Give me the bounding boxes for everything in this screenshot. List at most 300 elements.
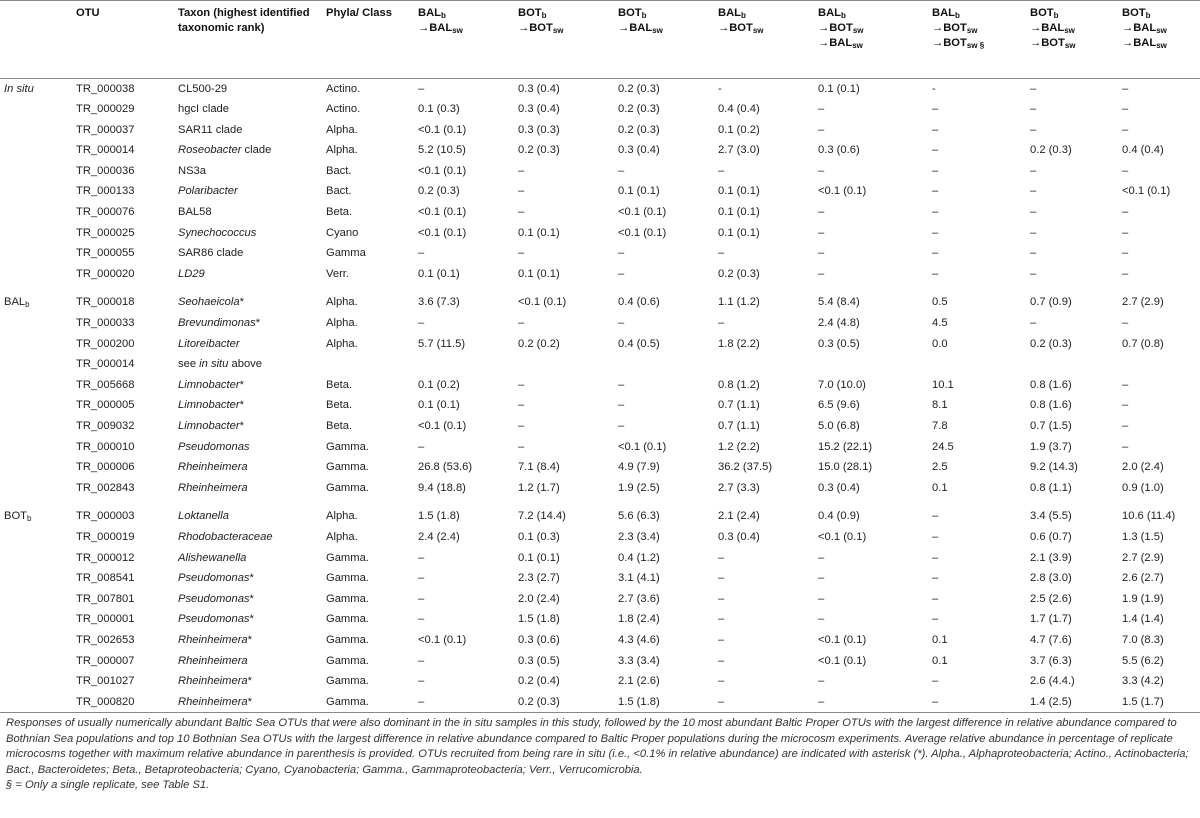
abundance-cell: 2.1 (2.6) (618, 675, 660, 688)
abundance-cell: 0.7 (0.9) (1030, 296, 1072, 309)
header-step: →BOT (518, 22, 553, 34)
abundance-cell: 7.0 (10.0) (818, 378, 866, 391)
header-step2-sub: sw § (966, 41, 985, 50)
abundance-cell: – (718, 317, 725, 330)
header-phyla: Phyla/ Class (326, 7, 392, 19)
table-row (0, 140, 1200, 161)
abundance-cell: 0.4 (0.4) (1122, 144, 1164, 157)
table-row (0, 609, 1200, 630)
taxon-name (174, 120, 322, 141)
abundance-cell: 3.6 (7.3) (418, 296, 460, 309)
abundance-cell: 4.9 (7.9) (618, 461, 660, 474)
phyla-class: Gamma (326, 247, 366, 260)
table-row (0, 416, 1200, 437)
group-label (0, 692, 72, 713)
table-row (0, 692, 1200, 713)
table-row (0, 395, 1200, 416)
abundance-cell: 0.2 (0.3) (1030, 337, 1072, 350)
abundance-cell (928, 354, 1026, 375)
abundance-cell: <0.1 (0.1) (418, 226, 467, 239)
group-label (0, 334, 72, 355)
abundance-cell: 4.7 (7.6) (1030, 633, 1072, 646)
abundance-cell: 0.3 (0.4) (518, 103, 560, 116)
taxon-name (174, 548, 322, 569)
header-step-sub: sw (552, 26, 564, 35)
table-row (0, 313, 1200, 334)
abundance-cell: 0.7 (0.8) (1122, 337, 1164, 350)
abundance-cell: – (1122, 103, 1129, 116)
group-label-text: BOT (4, 510, 27, 523)
abundance-cell: 0.2 (0.3) (618, 123, 660, 136)
group-label (0, 313, 72, 334)
abundance-cell: <0.1 (0.1) (1122, 185, 1171, 198)
header-source-sub: b (955, 11, 960, 20)
abundance-cell: – (818, 164, 825, 177)
taxon-name (174, 568, 322, 589)
header-source: BOT (618, 7, 642, 19)
header-step-sub: sw (966, 26, 978, 35)
abundance-cell: 0.3 (0.4) (718, 530, 760, 543)
abundance-cell: 2.5 (932, 461, 948, 474)
abundance-cell: 1.5 (1.8) (518, 613, 560, 626)
phyla-class: Alpha. (326, 510, 358, 523)
taxon-name (174, 609, 322, 630)
abundance-cell: 2.3 (2.7) (518, 572, 560, 585)
group-label (0, 416, 72, 437)
abundance-cell: <0.1 (0.1) (818, 654, 867, 667)
abundance-cell: <0.1 (0.1) (618, 206, 667, 219)
group-label (0, 99, 72, 120)
abundance-cell: – (932, 185, 939, 198)
abundance-cell: 0.3 (0.3) (518, 123, 560, 136)
otu-id: TR_000012 (76, 551, 135, 564)
abundance-cell: 0.2 (0.3) (618, 82, 660, 95)
taxon-text: Seohaeicola (178, 296, 240, 309)
table-row (0, 478, 1200, 499)
otu-id: TR_000003 (76, 510, 135, 523)
taxon-name (174, 692, 322, 713)
abundance-cell: – (1122, 123, 1129, 136)
abundance-cell: – (818, 592, 825, 605)
group-label (0, 478, 72, 499)
abundance-cell (1026, 354, 1118, 375)
otu-id: TR_008541 (76, 572, 135, 585)
abundance-cell: 1.2 (2.2) (718, 440, 760, 453)
abundance-cell: – (418, 551, 425, 564)
abundance-cell: 0.4 (0.5) (618, 337, 660, 350)
abundance-cell: – (1030, 123, 1037, 136)
abundance-cell: – (1122, 378, 1129, 391)
abundance-cell: 3.7 (6.3) (1030, 654, 1072, 667)
taxon-text: Rhodobacteraceae (178, 530, 273, 543)
abundance-cell: 0.3 (0.6) (518, 633, 560, 646)
abundance-cell: – (718, 633, 725, 646)
abundance-cell: 0.1 (0.1) (518, 551, 560, 564)
otu-id: TR_000820 (76, 695, 135, 708)
abundance-cell: 0.1 (0.1) (518, 267, 560, 280)
abundance-cell: – (932, 510, 939, 523)
abundance-cell: 10.1 (932, 378, 954, 391)
taxon-text: Litoreibacter (178, 337, 240, 350)
table-row (0, 506, 1200, 527)
otu-id: TR_000006 (76, 461, 135, 474)
abundance-cell: 2.4 (4.8) (818, 317, 860, 330)
abundance-cell: – (718, 572, 725, 585)
abundance-cell: 0.3 (0.6) (818, 144, 860, 157)
taxon-text: Loktanella (178, 510, 230, 523)
abundance-cell: <0.1 (0.1) (818, 530, 867, 543)
abundance-cell: – (1122, 206, 1129, 219)
abundance-cell: 7.2 (14.4) (518, 510, 566, 523)
header-group-blank (0, 0, 72, 78)
abundance-cell: – (818, 675, 825, 688)
abundance-cell: 2.0 (2.4) (1122, 461, 1164, 474)
taxon-name (174, 506, 322, 527)
abundance-cell: <0.1 (0.1) (818, 185, 867, 198)
taxon-text: Rheinheimera (178, 695, 248, 708)
table-row (0, 243, 1200, 264)
abundance-cell: 7.0 (8.3) (1122, 633, 1164, 646)
abundance-cell: – (418, 592, 425, 605)
header-step: →BOT (718, 22, 753, 34)
abundance-cell: – (518, 247, 525, 260)
group-label (0, 609, 72, 630)
abundance-cell: 1.2 (1.7) (518, 481, 560, 494)
taxon-text: Rheinheimera (178, 633, 248, 646)
abundance-cell: 0.3 (0.5) (818, 337, 860, 350)
abundance-cell: 1.4 (1.4) (1122, 613, 1164, 626)
taxon-text: Pseudomonas (178, 613, 250, 626)
abundance-cell: 5.4 (8.4) (818, 296, 860, 309)
abundance-cell: – (718, 164, 725, 177)
abundance-cell: – (1030, 267, 1037, 280)
taxon-text: Pseudomonas (178, 440, 250, 453)
taxon-name (174, 264, 322, 285)
phyla-class: Alpha. (326, 530, 358, 543)
abundance-cell: 3.3 (3.4) (618, 654, 660, 667)
header-treatment-6 (928, 0, 1026, 78)
abundance-cell: – (618, 399, 625, 412)
header-step: →BOT (818, 22, 853, 34)
footnote-main: Responses of usually numerically abundant Baltic Sea OTUs that were also dominant in the in situ samples in this study, followed by the 10 most abundant Baltic Proper OTUs with the largest difference in relative abundance compared to Bothnian Sea populations and top 10 Bothnian Sea OTUs with the largest difference in relative abundance compared to Baltic Proper populations during the microcosm experiments. Average relative abundance in percentage of replicate microcosms together with maximum relative abundance in parenthesis is provided. OTUs recruited from being rare in situ (i.e., <0.1% in relative abundance) are indicated with asterisk (*). Alpha., Alphaproteobacteria; Actino., Actinobacteria; Bact., Bacteroidetes; Beta., Betaproteobacteria; Cyano, Cyanobacteria; Gamma., Gammaproteobacteria; Verr., Verrucomicrobia. (6, 717, 1189, 776)
header-source-sub: b (1053, 11, 1059, 20)
otu-id: TR_000020 (76, 267, 135, 280)
phyla-class: Actino. (326, 82, 361, 95)
taxon-name (174, 589, 322, 610)
abundance-cell: 2.7 (3.0) (718, 144, 760, 157)
abundance-cell: – (818, 551, 825, 564)
abundance-cell: 2.1 (3.9) (1030, 551, 1072, 564)
taxon-text: Pseudomonas (178, 592, 250, 605)
abundance-cell: – (618, 378, 625, 391)
group-label-sub: b (27, 514, 32, 524)
header-source-sub: b (741, 11, 746, 20)
table-row (0, 292, 1200, 313)
header-source: BAL (418, 7, 441, 19)
abundance-cell: – (418, 82, 425, 95)
abundance-cell: 0.8 (1.1) (1030, 481, 1072, 494)
abundance-cell: – (932, 247, 939, 260)
header-step-sub: sw (1156, 26, 1167, 35)
header-step-sub: sw (452, 26, 463, 35)
abundance-cell: 7.8 (932, 420, 948, 432)
abundance-cell: 8.1 (932, 399, 948, 412)
abundance-cell: 0.3 (0.5) (518, 654, 560, 667)
taxon-name (174, 223, 322, 244)
abundance-cell: 0.2 (0.2) (518, 337, 560, 350)
group-label (0, 292, 72, 313)
abundance-cell: 2.7 (3.6) (618, 592, 660, 605)
abundance-cell: 5.6 (6.3) (618, 510, 660, 523)
abundance-cell: 0.2 (0.3) (618, 103, 660, 116)
phyla-class: Gamma. (326, 675, 369, 688)
abundance-cell: – (818, 247, 825, 260)
taxon-text: Brevundimonas (178, 317, 256, 330)
abundance-cell: 2.7 (3.3) (718, 481, 760, 494)
abundance-cell: <0.1 (0.1) (418, 164, 467, 177)
otu-id: TR_000005 (76, 399, 135, 412)
header-treatment-2 (514, 0, 614, 78)
abundance-cell: 0.7 (1.1) (718, 399, 760, 412)
taxon-name (174, 181, 322, 202)
taxon-text: Rheinheimera (178, 461, 248, 474)
abundance-cell: – (718, 675, 725, 688)
abundance-cell: – (618, 420, 625, 432)
header-step2: →BOT (1030, 37, 1065, 49)
abundance-cell: – (932, 103, 939, 116)
abundance-cell: – (1122, 226, 1129, 239)
otu-id: TR_000007 (76, 654, 135, 667)
abundance-cell: – (818, 572, 825, 585)
abundance-cell: 2.4 (2.4) (418, 530, 460, 543)
abundance-cell: <0.1 (0.1) (818, 633, 867, 646)
phyla-class: Beta. (326, 420, 353, 432)
taxon-suffix: * (247, 675, 253, 688)
abundance-cell: 0.8 (1.6) (1030, 399, 1072, 412)
taxon-text: LD29 (178, 267, 205, 280)
group-label (0, 161, 72, 182)
abundance-cell: 0.1 (0.3) (418, 103, 460, 116)
abundance-cell (1118, 354, 1200, 375)
taxon-suffix: * (247, 695, 253, 708)
abundance-cell: 1.3 (1.5) (1122, 530, 1164, 543)
table-row (0, 651, 1200, 672)
abundance-cell: 4.3 (4.6) (618, 633, 660, 646)
abundance-cell: – (932, 144, 939, 157)
group-label (0, 243, 72, 264)
abundance-cell: – (818, 267, 825, 280)
phyla-class: Alpha. (326, 144, 358, 157)
group-spacer (0, 284, 1200, 292)
taxon-suffix: * (247, 633, 253, 646)
phyla-class: Gamma. (326, 613, 369, 626)
header-source: BAL (718, 7, 741, 19)
abundance-cell: – (718, 247, 725, 260)
abundance-cell: – (718, 551, 725, 564)
abundance-cell: – (932, 267, 939, 280)
otu-id: TR_000037 (76, 123, 135, 136)
group-label (0, 630, 72, 651)
abundance-cell: – (418, 317, 425, 330)
taxon-name (174, 375, 322, 396)
taxon-text: BAL58 (178, 206, 212, 219)
abundance-cell: 0.1 (0.3) (518, 530, 560, 543)
abundance-cell: 2.5 (2.6) (1030, 592, 1072, 605)
abundance-cell: 9.2 (14.3) (1030, 461, 1078, 474)
taxon-suffix: * (239, 420, 244, 432)
phyla-class: Gamma. (326, 592, 369, 605)
abundance-cell: – (518, 440, 525, 453)
taxon-text: Rheinheimera (178, 675, 248, 688)
header-step: →BAL (1122, 22, 1157, 34)
abundance-cell: 0.1 (932, 633, 948, 646)
group-label (0, 202, 72, 223)
taxon-text: Alishewanella (178, 551, 247, 564)
abundance-cell: <0.1 (0.1) (418, 420, 467, 432)
abundance-cell: – (618, 317, 625, 330)
abundance-cell: – (618, 247, 625, 260)
abundance-cell: – (718, 592, 725, 605)
header-source-sub: b (541, 11, 547, 20)
abundance-cell: – (518, 206, 525, 219)
otu-id: TR_001027 (76, 675, 135, 688)
abundance-cell: – (818, 695, 825, 708)
abundance-cell: – (1030, 103, 1037, 116)
abundance-cell: 5.5 (6.2) (1122, 654, 1164, 667)
abundance-cell: – (418, 613, 425, 626)
abundance-cell: – (932, 530, 939, 543)
abundance-cell: 0.2 (0.3) (1030, 144, 1072, 157)
abundance-cell (414, 354, 514, 375)
abundance-cell: 15.2 (22.1) (818, 440, 873, 453)
taxon-text: see (178, 358, 200, 371)
abundance-cell: 0.2 (0.3) (718, 267, 760, 280)
otu-id: TR_002653 (76, 633, 135, 646)
abundance-cell: 0.8 (1.6) (1030, 378, 1072, 391)
abundance-cell: – (518, 399, 525, 412)
otu-id: TR_002843 (76, 481, 135, 494)
table-row (0, 568, 1200, 589)
abundance-cell: – (1122, 164, 1129, 177)
group-label (0, 223, 72, 244)
abundance-cell: – (932, 675, 939, 688)
taxon-text: Limnobacter (178, 420, 240, 432)
abundance-cell: 0.2 (0.3) (518, 144, 560, 157)
abundance-cell: – (1122, 267, 1129, 280)
header-step2: →BAL (818, 37, 853, 49)
abundance-cell: – (618, 164, 625, 177)
taxon-name (174, 651, 322, 672)
abundance-cell: – (1122, 399, 1129, 412)
abundance-cell: – (518, 378, 525, 391)
abundance-cell: 0.4 (1.2) (618, 551, 660, 564)
phyla-class: Gamma. (326, 461, 369, 474)
abundance-cell: – (418, 572, 425, 585)
abundance-cell: 6.5 (9.6) (818, 399, 860, 412)
table-row (0, 630, 1200, 651)
abundance-cell: – (1030, 247, 1037, 260)
abundance-cell: – (1030, 185, 1037, 198)
abundance-cell: 1.4 (2.5) (1030, 695, 1072, 708)
abundance-cell: <0.1 (0.1) (418, 633, 467, 646)
taxon-text: NS3a (178, 164, 206, 177)
header-source: BOT (1030, 7, 1054, 19)
otu-id: TR_000033 (76, 317, 135, 330)
header-step2-sub: sw (852, 41, 863, 50)
abundance-cell: 1.7 (1.7) (1030, 613, 1072, 626)
taxon-name (174, 354, 322, 375)
header-source: BAL (818, 7, 841, 19)
abundance-cell: 0.3 (0.4) (818, 481, 860, 494)
abundance-cell: 36.2 (37.5) (718, 461, 773, 474)
abundance-cell: 0.1 (0.1) (418, 399, 460, 412)
otu-id: TR_000029 (76, 103, 135, 116)
header-treatment-5 (814, 0, 928, 78)
taxon-name (174, 140, 322, 161)
header-step2: →BAL (1122, 37, 1157, 49)
abundance-cell: – (518, 164, 525, 177)
phyla-class: Alpha. (326, 317, 358, 330)
phyla-class: Cyano (326, 226, 359, 239)
abundance-cell: – (1030, 164, 1037, 177)
abundance-cell: – (1122, 440, 1129, 453)
abundance-cell: – (1030, 317, 1037, 330)
abundance-cell: – (718, 654, 725, 667)
header-treatment-1 (414, 0, 514, 78)
otu-id: TR_000014 (76, 144, 135, 157)
abundance-cell: – (818, 226, 825, 239)
taxon-name (174, 313, 322, 334)
taxon-suffix: * (249, 572, 254, 585)
abundance-cell: – (818, 206, 825, 219)
otu-id: TR_000001 (76, 613, 135, 626)
taxon-name (174, 437, 322, 458)
phyla-class: Gamma. (326, 572, 369, 585)
taxon-name (174, 243, 322, 264)
abundance-cell: 0.5 (932, 296, 948, 309)
abundance-cell: – (418, 675, 425, 688)
group-label (0, 457, 72, 478)
phyla-class: Gamma. (326, 654, 369, 667)
abundance-cell: – (1122, 317, 1129, 330)
abundance-cell: 0.2 (0.4) (518, 675, 560, 688)
abundance-cell: 0.1 (0.1) (718, 226, 760, 239)
header-step: →BOT (932, 22, 967, 34)
taxon-text: SAR11 clade (178, 123, 243, 136)
table-row (0, 527, 1200, 548)
abundance-cell: 2.8 (3.0) (1030, 572, 1072, 585)
header-source: BAL (932, 7, 955, 19)
phyla-class: Bact. (326, 164, 352, 177)
abundance-cell: 0.1 (0.1) (618, 185, 660, 198)
group-spacer (0, 498, 1200, 506)
abundance-cell: 2.7 (2.9) (1122, 551, 1164, 564)
abundance-cell: 0.6 (0.7) (1030, 530, 1072, 543)
taxon-text: hgcI clade (178, 103, 229, 116)
abundance-cell: 1.1 (1.2) (718, 296, 760, 309)
otu-id: TR_000133 (76, 185, 135, 198)
otu-id: TR_000038 (76, 82, 135, 95)
abundance-cell: – (718, 613, 725, 626)
abundance-cell: – (418, 440, 425, 453)
group-label-text: In situ (4, 82, 34, 95)
taxon-text: Synechococcus (178, 226, 257, 239)
abundance-cell: 0.0 (932, 337, 948, 350)
taxon-suffix: * (239, 296, 244, 309)
header-otu: OTU (76, 7, 100, 19)
abundance-cell: 0.4 (0.9) (818, 510, 860, 523)
abundance-cell: – (418, 247, 425, 260)
